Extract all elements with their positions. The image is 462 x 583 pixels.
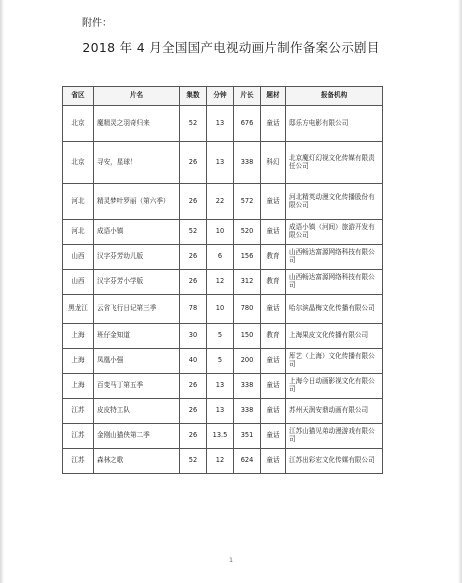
cell-title: 云省飞行日记第三季 — [94, 295, 180, 324]
table-row — [63, 424, 383, 449]
cell-episodes: 26 — [180, 245, 207, 270]
cell-province: 上海 — [63, 349, 94, 374]
document-title: 2018 年 4 月全国国产电视动画片制作备案公示剧目 — [82, 40, 380, 55]
cell-genre: 童话 — [261, 449, 286, 474]
table-row — [63, 245, 383, 270]
cell-province: 河北 — [63, 220, 94, 245]
table-row — [63, 374, 383, 399]
cell-episodes: 26 — [180, 399, 207, 424]
table-row — [63, 399, 383, 424]
table-row — [63, 106, 383, 142]
cell-province: 黑龙江 — [63, 295, 94, 324]
cell-episodes: 52 — [180, 106, 207, 142]
header-minutes: 分钟 — [207, 87, 234, 106]
cell-episodes: 26 — [180, 374, 207, 399]
table-row — [63, 349, 383, 374]
cell-organization: 江苏出彩宏文化传媒有限公司 — [286, 449, 383, 474]
cell-organization: 河北精英动漫文化传播股份有限公司 — [286, 184, 383, 220]
cell-genre: 教育 — [261, 270, 286, 295]
cell-organization: 上海今日动画影视文化有限公司 — [286, 374, 383, 399]
cell-episodes: 26 — [180, 184, 207, 220]
cell-province: 北京 — [63, 142, 94, 184]
cell-episodes: 52 — [180, 220, 207, 245]
cell-genre: 科幻 — [261, 142, 286, 184]
cell-genre: 童话 — [261, 106, 286, 142]
cell-length: 676 — [234, 106, 261, 142]
cell-title: 汉字芬芳小学版 — [94, 270, 180, 295]
cell-organization: 成语小镇（河间）旅游开发有限公司 — [286, 220, 383, 245]
cell-province: 江苏 — [63, 424, 94, 449]
page-edge-right — [458, 0, 462, 583]
cell-title: 凤凰小强 — [94, 349, 180, 374]
cell-minutes: 5 — [207, 349, 234, 374]
cell-organization: 北京魔灯幻视文化传媒有限责任公司 — [286, 142, 383, 184]
page-edge-left — [0, 0, 4, 583]
cell-province: 北京 — [63, 106, 94, 142]
cell-organization: 哈尔滨晶梅文化传播有限公司 — [286, 295, 383, 324]
cell-title: 寻安，星球！ — [94, 142, 180, 184]
cell-episodes: 40 — [180, 349, 207, 374]
cell-genre: 教育 — [261, 245, 286, 270]
cell-episodes: 30 — [180, 324, 207, 349]
cell-province: 上海 — [63, 374, 94, 399]
cell-minutes: 5 — [207, 324, 234, 349]
cell-length: 572 — [234, 184, 261, 220]
table-header-row — [63, 87, 383, 106]
cell-province: 山西 — [63, 245, 94, 270]
cell-length: 520 — [234, 220, 261, 245]
cell-organization: 邸乐方电影有限公司 — [286, 106, 383, 142]
cell-length: 338 — [234, 142, 261, 184]
cell-title: 金刚山猫侠第二季 — [94, 424, 180, 449]
cell-minutes: 10 — [207, 220, 234, 245]
cell-organization: 上海果皮文化传播有限公司 — [286, 324, 383, 349]
header-length: 片长 — [234, 87, 261, 106]
cell-genre: 童话 — [261, 374, 286, 399]
cell-episodes: 78 — [180, 295, 207, 324]
table-row — [63, 270, 383, 295]
cell-organization: 山西畅达富源网络科技有限公司 — [286, 270, 383, 295]
cell-genre: 童话 — [261, 424, 286, 449]
cell-minutes: 22 — [207, 184, 234, 220]
cell-length: 351 — [234, 424, 261, 449]
cell-minutes: 10 — [207, 295, 234, 324]
cell-minutes: 13 — [207, 106, 234, 142]
cell-title: 魔精灵之羽奇归来 — [94, 106, 180, 142]
cell-minutes: 6 — [207, 245, 234, 270]
cell-title: 成语小镇 — [94, 220, 180, 245]
header-genre: 题材 — [261, 87, 286, 106]
cell-organization: 厍艺（上海）文化传播有限公司 — [286, 349, 383, 374]
cell-province: 江苏 — [63, 449, 94, 474]
cell-genre: 童话 — [261, 399, 286, 424]
header-organization: 报备机构 — [286, 87, 383, 106]
cell-title: 百变马丁第五季 — [94, 374, 180, 399]
attachment-label: 附件： — [82, 18, 112, 29]
cell-episodes: 26 — [180, 270, 207, 295]
table-row — [63, 324, 383, 349]
table-row — [63, 449, 383, 474]
cell-length: 156 — [234, 245, 261, 270]
cell-length: 624 — [234, 449, 261, 474]
cell-minutes: 13.5 — [207, 424, 234, 449]
cell-organization: 山西畅达富源网络科技有限公司 — [286, 245, 383, 270]
table-row — [63, 184, 383, 220]
cell-length: 338 — [234, 399, 261, 424]
cell-province: 上海 — [63, 324, 94, 349]
cell-minutes: 13 — [207, 142, 234, 184]
cell-organization: 苏州天润安鼎动画有限公司 — [286, 399, 383, 424]
cell-length: 312 — [234, 270, 261, 295]
cell-genre: 童话 — [261, 184, 286, 220]
cell-genre: 童话 — [261, 220, 286, 245]
cell-title: 汉字芬芳幼儿版 — [94, 245, 180, 270]
cell-province: 山西 — [63, 270, 94, 295]
cell-length: 150 — [234, 324, 261, 349]
header-episodes: 集数 — [180, 87, 207, 106]
cell-title: 森林之歌 — [94, 449, 180, 474]
table-row — [63, 142, 383, 184]
table-row — [63, 220, 383, 245]
cell-title: 精灵梦叶罗丽（第六季） — [94, 184, 180, 220]
cell-minutes: 12 — [207, 270, 234, 295]
cell-title: 班仔金知道 — [94, 324, 180, 349]
program-table — [62, 86, 383, 474]
cell-province: 河北 — [63, 184, 94, 220]
cell-title: 皮皮特工队 — [94, 399, 180, 424]
cell-organization: 江苏山猫见弟动漫游戏有限公司 — [286, 424, 383, 449]
table-row — [63, 295, 383, 324]
cell-length: 338 — [234, 374, 261, 399]
cell-province: 江苏 — [63, 399, 94, 424]
cell-episodes: 52 — [180, 449, 207, 474]
header-province: 省区 — [63, 87, 94, 106]
cell-length: 780 — [234, 295, 261, 324]
cell-genre: 童话 — [261, 349, 286, 374]
cell-genre: 教育 — [261, 324, 286, 349]
cell-minutes: 13 — [207, 374, 234, 399]
cell-length: 200 — [234, 349, 261, 374]
cell-minutes: 12 — [207, 449, 234, 474]
cell-episodes: 26 — [180, 142, 207, 184]
cell-minutes: 13 — [207, 399, 234, 424]
header-title: 片名 — [94, 87, 180, 106]
cell-episodes: 26 — [180, 424, 207, 449]
cell-genre: 童话 — [261, 295, 286, 324]
page-number: 1 — [229, 557, 233, 564]
